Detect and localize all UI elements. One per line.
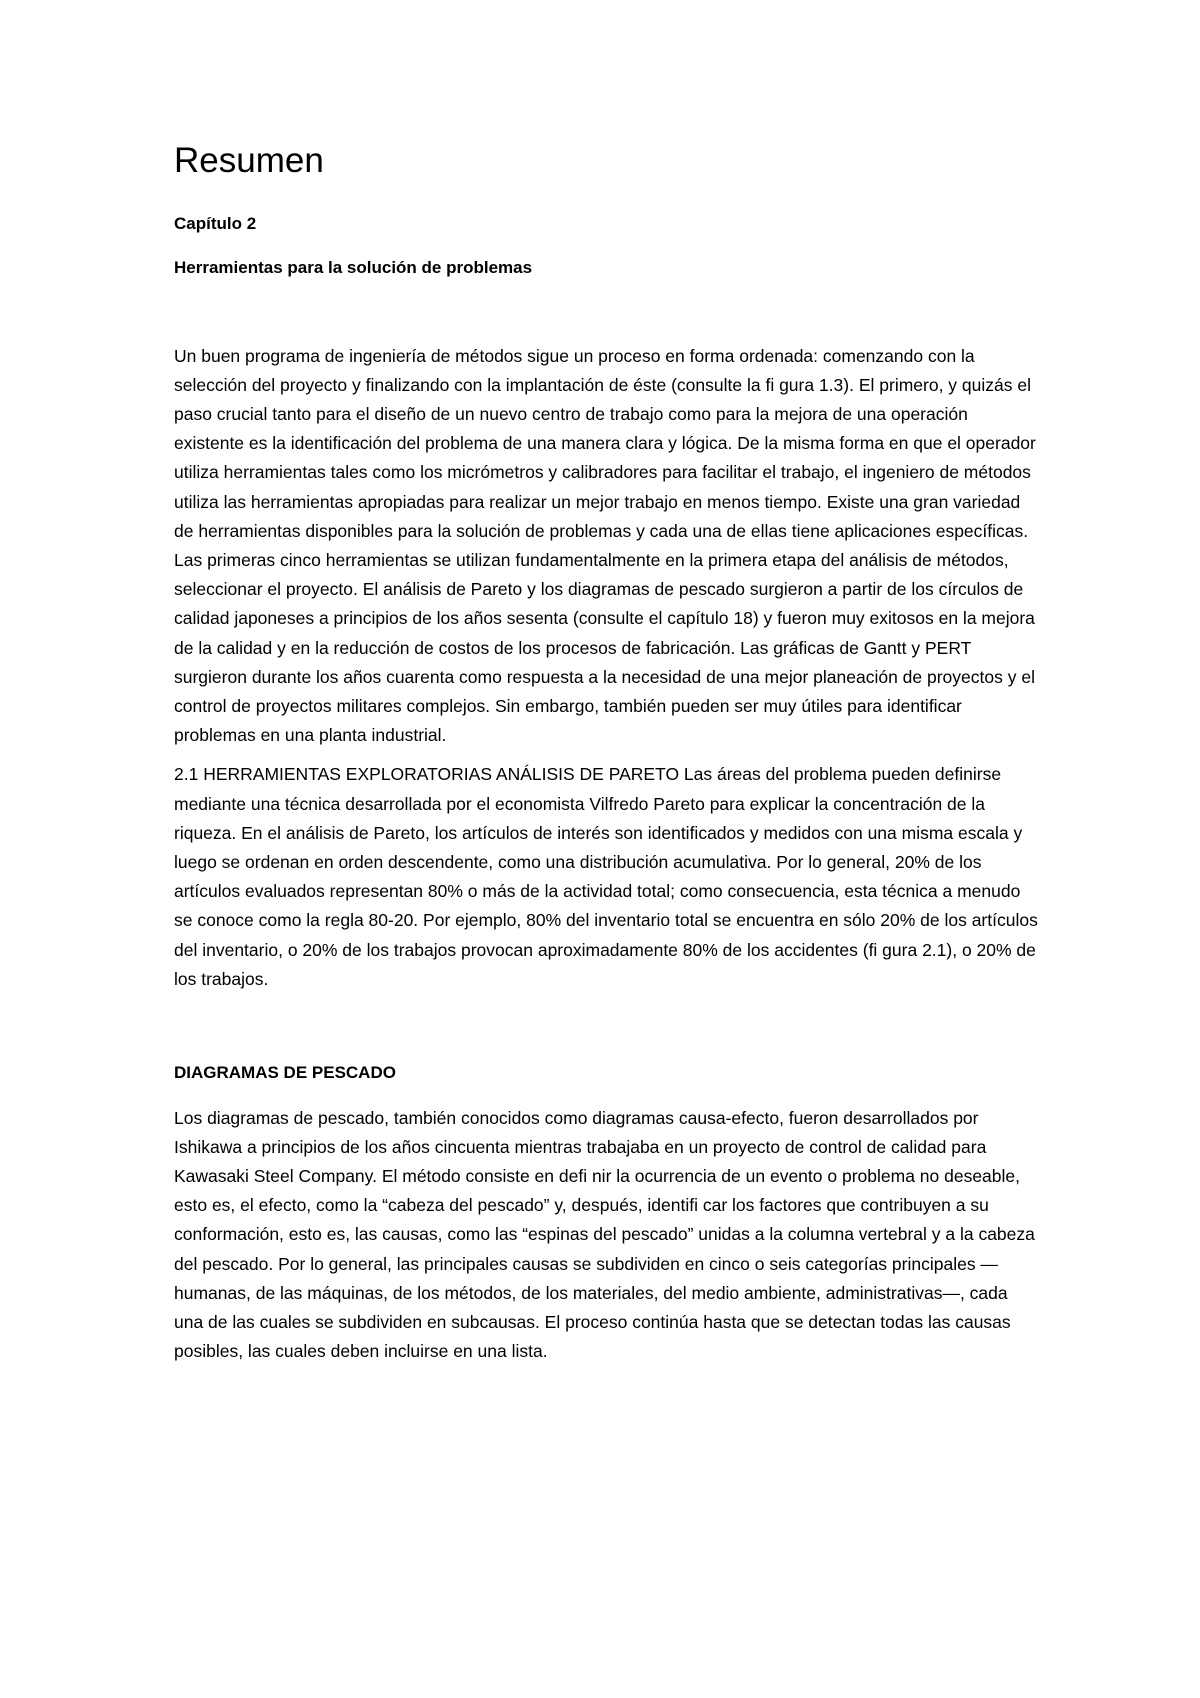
- pareto-paragraph: 2.1 HERRAMIENTAS EXPLORATORIAS ANÁLISIS DE PARETO Las áreas del problema pueden definirse mediante una técnica desarrollada por el economista Vilfredo Pareto para explicar la concentración de la riqueza. En el análisis de Pareto, los artículos de interés son identificados y medidos con una misma escala y luego se ordenan en orden descendente, como una distribución acumulativa. Por lo general, 20% de los artículos evaluados representan 80% o más de la actividad total; como consecuencia, esta técnica a menudo se conoce como la regla 80-20. Por ejemplo, 80% del inventario total se encuentra en sólo 20% de los artículos del inventario, o 20% de los trabajos provocan aproximadamente 80% de los accidentes (fi gura 2.1), o 20% de los trabajos.: [174, 764, 1038, 989]
- document-title: Resumen: [174, 141, 324, 180]
- chapter-subtitle: Herramientas para la solución de problemas: [174, 257, 533, 277]
- intro-paragraph: Un buen programa de ingeniería de métodos sigue un proceso en forma ordenada: comenzando con la selección del proyecto y finalizando con la implantación de éste (consulte la fi gura 1.3). El primero, y quizás el paso crucial tanto para el diseño de un nuevo centro de trabajo como para la mejora de una operación existente es la identificación del problema de una manera clara y lógica. De la misma forma en que el operador utiliza herramientas tales como los micrómetros y calibradores para facilitar el trabajo, el ingeniero de métodos utiliza las herramientas apropiadas para realizar un mejor trabajo en menos tiempo. Existe una gran variedad de herramientas disponibles para la solución de problemas y cada una de ellas tiene aplicaciones específicas. Las primeras cinco herramientas se utilizan fundamentalmente en la primera etapa del análisis de métodos, seleccionar el proyecto. El análisis de Pareto y los diagramas de pescado surgieron a partir de los círculos de calidad japoneses a principios de los años sesenta (consulte el capítulo 18) y fueron muy exitosos en la mejora de la calidad y en la reducción de costos de los procesos de fabricación. Las gráficas de Gantt y PERT surgieron durante los años cuarenta como respuesta a la necesidad de una mejor planeación de proyectos y el control de proyectos militares complejos. Sin embargo, también pueden ser muy útiles para identificar problemas en una planta industrial.: [174, 345, 1036, 746]
- chapter-label: Capítulo 2: [174, 214, 257, 233]
- document-page: [174, 140, 1040, 1376]
- fishbone-paragraph: Los diagramas de pescado, también conocidos como diagramas causa-efecto, fueron desarrollados por Ishikawa a principios de los años cincuenta mientras trabajaba en un proyecto de control de calidad para Kawasaki Steel Company. El método consiste en defi nir la ocurrencia de un evento o problema no deseable, esto es, el efecto, como la “cabeza del pescado” y, después, identifi car los factores que contribuyen a su conformación, esto es, las causas, como las “espinas del pescado” unidas a la columna vertebral y a la cabeza del pescado. Por lo general, las principales causas se subdividen en cinco o seis categorías principales —humanas, de las máquinas, de los métodos, de los materiales, del medio ambiente, administrativas—, cada una de las cuales se subdividen en subcausas. El proceso continúa hasta que se detectan todas las causas posibles, las cuales deben incluirse en una lista.: [174, 1107, 1035, 1362]
- section-heading: DIAGRAMAS DE PESCADO: [174, 1063, 396, 1083]
